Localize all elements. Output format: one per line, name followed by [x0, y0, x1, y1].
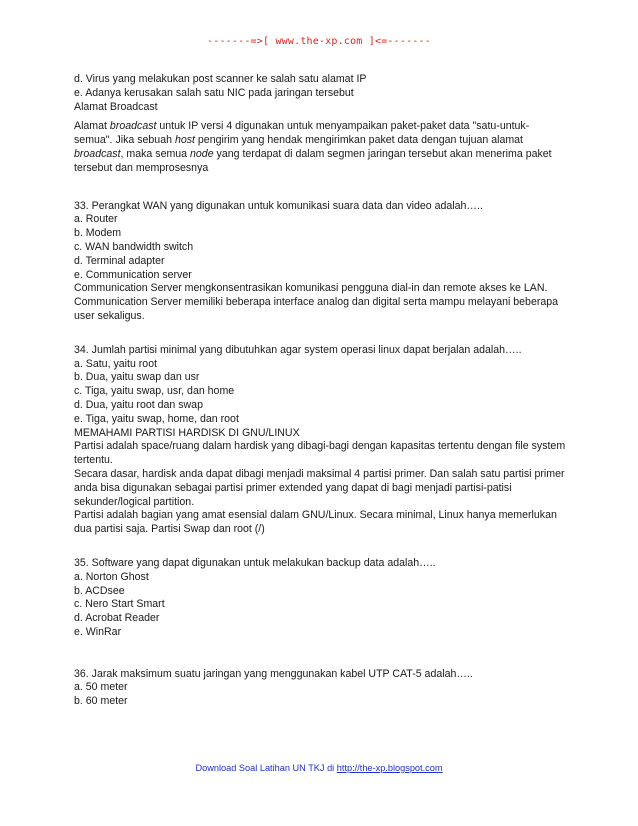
explanation-line: tersebut dan memprosesnya	[74, 161, 209, 174]
option-c: c. Nero Start Smart	[74, 598, 165, 611]
section-heading: MEMAHAMI PARTISI HARDISK DI GNU/LINUX	[74, 426, 300, 439]
option-a: a. Satu, yaitu root	[74, 357, 158, 370]
document-body	[74, 73, 574, 709]
explanation-line: tertentu.	[74, 454, 113, 467]
question-34	[74, 344, 574, 537]
option-a: a. 50 meter	[74, 681, 128, 694]
explanation-line: dua partisi saja. Partisi Swap dan root (/)	[74, 523, 265, 536]
option-e: e. WinRar	[74, 625, 122, 638]
answer-label: Alamat Broadcast	[74, 100, 158, 113]
explanation-line: Alamat broadcast untuk IP versi 4 digunakan untuk menyampaikan paket-paket data "satu-untuk-	[74, 120, 530, 133]
option-e: e. Tiga, yaitu swap, home, dan root	[74, 412, 239, 425]
question-36	[74, 668, 574, 709]
explanation-line: user sekaligus.	[74, 309, 145, 322]
option-a: a. Router	[74, 213, 118, 226]
option-e: e. Communication server	[74, 268, 192, 281]
explanation-line: Partisi adalah bagian yang amat esensial dalam GNU/Linux. Secara minimal, Linux hanya memerlukan	[74, 509, 557, 522]
option-d: d. Virus yang melakukan post scanner ke salah satu alamat IP	[74, 73, 367, 85]
explanation-line: Secara dasar, hardisk anda dapat dibagi menjadi maksimal 4 partisi primer. Dan salah satu partisi primer	[74, 467, 565, 480]
option-b: b. Modem	[74, 227, 122, 240]
explanation-line: semua". Jika sebuah host pengirim yang hendak mengirimkan paket data dengan tujuan alamat	[74, 134, 523, 147]
explanation-line: sekunder/logical partition.	[74, 495, 195, 508]
option-d: d. Dua, yaitu root dan swap	[74, 398, 203, 411]
previous-question-tail	[74, 73, 574, 176]
explanation-line: Communication Server mengkonsentrasikan komunikasi pengguna dial-in dan remote akses ke LAN.	[74, 282, 548, 295]
option-d: d. Terminal adapter	[74, 254, 165, 267]
question-text: 34. Jumlah partisi minimal yang dibutuhkan agar system operasi linux dapat berjalan adalah…..	[74, 343, 522, 356]
option-b: b. ACDsee	[74, 584, 125, 597]
explanation-line: Communication Server memiliki beberapa interface analog dan digital serta mampu melayani beberapa	[74, 296, 559, 309]
option-d: d. Acrobat Reader	[74, 612, 160, 625]
option-e: e. Adanya kerusakan salah satu NIC pada jaringan tersebut	[74, 86, 354, 99]
option-c: c. Tiga, yaitu swap, usr, dan home	[74, 385, 235, 398]
explanation-line: broadcast, maka semua node yang terdapat di dalam segmen jaringan tersebut akan menerima paket	[74, 147, 552, 160]
option-a: a. Norton Ghost	[74, 570, 149, 583]
page-footer	[0, 763, 638, 773]
explanation-line: anda bisa digunakan sebagai partisi primer extended yang dapat di bagi menjadi partisi-patisi	[74, 481, 512, 494]
option-c: c. WAN bandwidth switch	[74, 240, 194, 253]
question-33	[74, 200, 574, 324]
footer-text: Download Soal Latihan UN TKJ di	[195, 763, 337, 773]
question-text: 36. Jarak maksimum suatu jaringan yang menggunakan kabel UTP CAT-5 adalah…..	[74, 667, 473, 680]
question-text: 35. Software yang dapat digunakan untuk melakukan backup data adalah…..	[74, 556, 436, 569]
question-text: 33. Perangkat WAN yang digunakan untuk komunikasi suara data dan video adalah…..	[74, 199, 483, 212]
explanation-line: Partisi adalah space/ruang dalam hardisk yang dibagi-bagi dengan kapasitas tertentu dengan file system	[74, 440, 566, 453]
footer-link[interactable]: http://the-xp.blogspot.com	[336, 763, 443, 773]
page-header: -------=>[ www.the-xp.com ]<=-------	[207, 36, 431, 47]
question-35	[74, 557, 574, 640]
option-b: b. 60 meter	[74, 695, 128, 708]
option-b: b. Dua, yaitu swap dan usr	[74, 371, 200, 384]
answer-explanation	[74, 120, 574, 175]
